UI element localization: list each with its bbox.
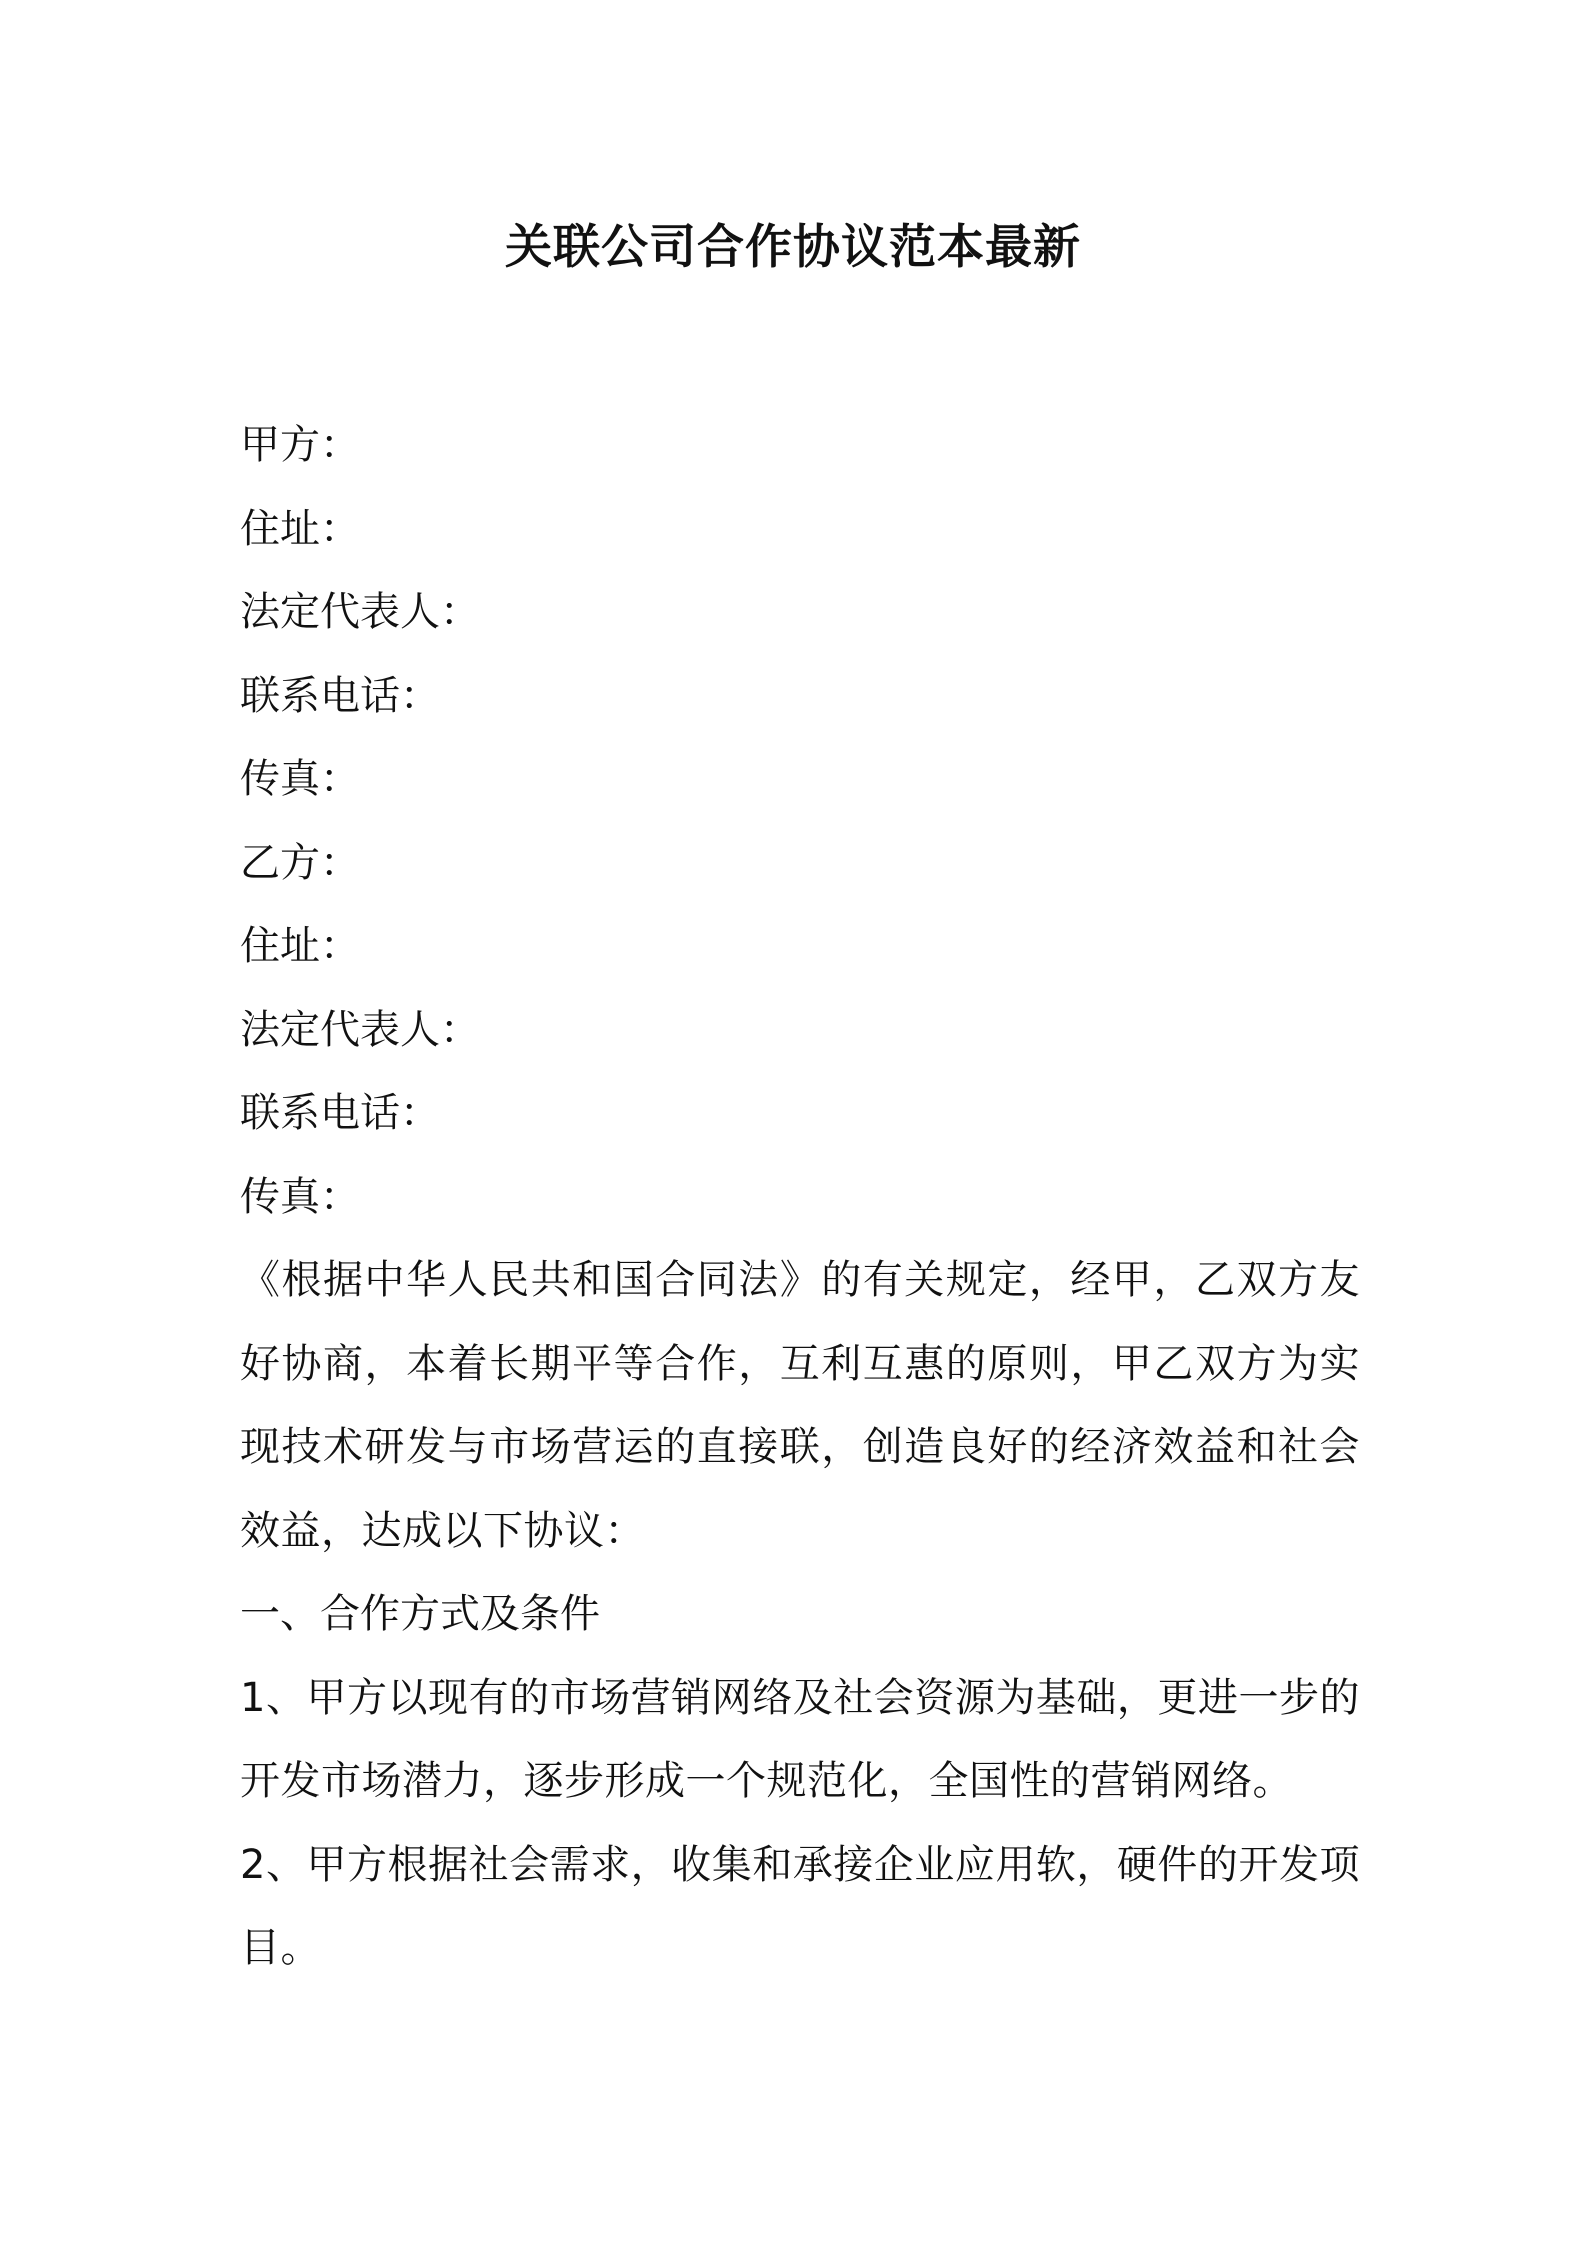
party-b-name-label: 乙方： [240,839,360,886]
section-1-clause-2: 2、甲方根据社会需求，收集和承接企业应用软，硬件的开发项目。 [240,1841,1360,1971]
party-b-fax-label: 传真： [240,1173,360,1220]
party-a-name-label: 甲方： [240,422,360,468]
party-a-legal-rep-label: 法定代表人： [240,589,480,635]
party-b-legal-rep-label: 法定代表人： [240,1006,480,1053]
preamble-paragraph: 《根据中华人民共和国合同法》的有关规定，经甲，乙双方友好协商，本着长期平等合作，互利互惠的原则，甲乙双方为实现技术研发与市场营运的直接联，创造良好的经济效益和社会效益，达成以下协议： [240,1257,1360,1554]
section-1-heading: 一、合作方式及条件 [240,1591,600,1637]
party-a-address-label: 住址： [240,505,360,552]
party-a-fax-label: 传真： [240,756,360,802]
section-1-clause-1: 1、甲方以现有的市场营销网络及社会资源为基础，更进一步的开发市场潜力，逐步形成一个规范化，全国性的营销网络。 [240,1674,1360,1804]
party-b-address-label: 住址： [240,923,360,969]
document-body [240,404,1360,1991]
party-a-phone-label: 联系电话： [240,672,440,719]
party-b-phone-label: 联系电话： [240,1090,440,1136]
document-title: 关联公司合作协议范本最新 [505,220,1081,275]
